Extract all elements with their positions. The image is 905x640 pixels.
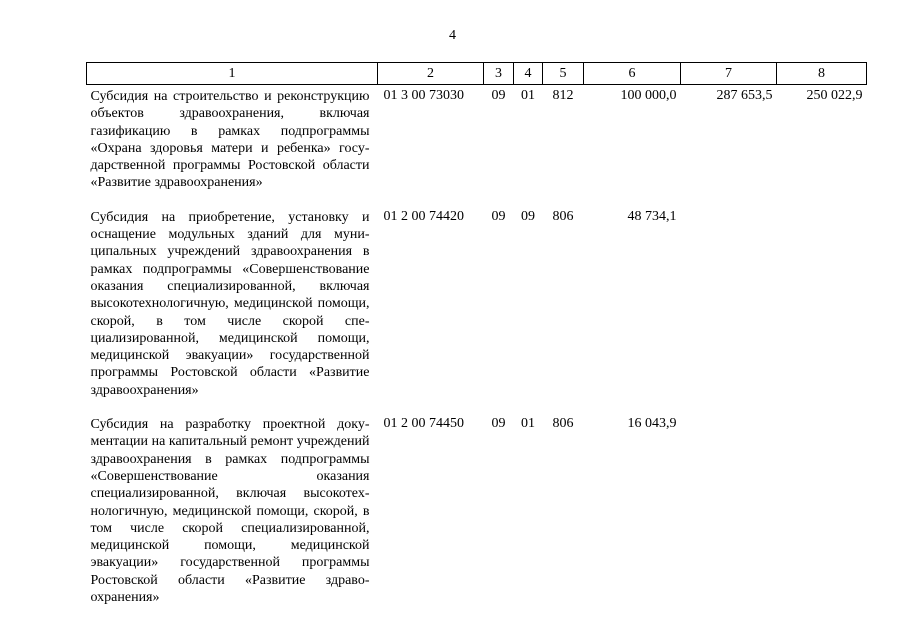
header-col-2: 2 (378, 63, 484, 85)
row-col7 (681, 206, 777, 413)
header-col-8: 8 (777, 63, 867, 85)
row-col8 (777, 206, 867, 413)
row-description: Субсидия на разработку проектной документации на капитальный ремонт учреждений здравоохранения в рамках подпрограммы «Совершенствование оказания специализированной, включая высокотехнологичную, медицинской помощи, скорой, в том числе скорой специализированной, медицинской помощи, медицинской эвакуации» государственной программы Ростовской области «Развитие здравоохранения» (90, 417, 370, 606)
row-col5: 806 (552, 208, 574, 224)
row-col3: 09 (491, 208, 506, 224)
budget-table (86, 62, 867, 620)
row-col8 (777, 413, 867, 620)
row-code: 01 2 00 74420 (383, 208, 464, 224)
row-col4: 01 (521, 416, 535, 432)
row-col8: 250 022,9 (806, 88, 863, 103)
row-col3: 09 (491, 416, 506, 432)
row-description: Субсидия на строительство и реконструкцию объектов здравоохранения, включая газификацию в рамках подпрограммы «Охрана здоровья матери и ребенка» государственной программы Ростовской области «Развитие здравоохранения» (90, 89, 370, 191)
row-description: Субсидия на приобретение, установку и оснащение модульных зданий для муниципальных учреждений здравоохранения в рамках подпрограммы «Совершенствование оказания специализированной, включая высокотехнологичную, медицинской помощи, скорой, в том числе скорой специализированной, медицинской помощи, медицинской эвакуации» государственной программы Ростовской области «Развитие здравоохранения» (90, 209, 370, 398)
row-col3: 09 (491, 88, 506, 103)
row-col4: 01 (521, 88, 535, 103)
header-col-7: 7 (681, 63, 777, 85)
header-col-1: 1 (87, 63, 378, 85)
header-col-4: 4 (514, 63, 543, 85)
header-col-6: 6 (584, 63, 681, 85)
table-body (87, 85, 867, 621)
row-col5: 812 (552, 88, 574, 103)
table-row (87, 206, 867, 413)
row-col6: 100 000,0 (620, 88, 677, 103)
header-col-3: 3 (484, 63, 514, 85)
table-header (87, 63, 867, 85)
row-col7 (681, 413, 777, 620)
row-code: 01 3 00 73030 (383, 88, 464, 103)
row-col6: 16 043,9 (627, 416, 677, 432)
table-row (87, 85, 867, 206)
header-col-5: 5 (543, 63, 584, 85)
row-col7: 287 653,5 (716, 88, 773, 103)
page-number: 4 (449, 28, 456, 43)
table-row (87, 413, 867, 620)
header-row (87, 63, 867, 85)
row-code: 01 2 00 74450 (383, 416, 464, 432)
row-col4: 09 (521, 208, 535, 224)
row-col5: 806 (552, 416, 574, 432)
row-col6: 48 734,1 (627, 208, 677, 224)
